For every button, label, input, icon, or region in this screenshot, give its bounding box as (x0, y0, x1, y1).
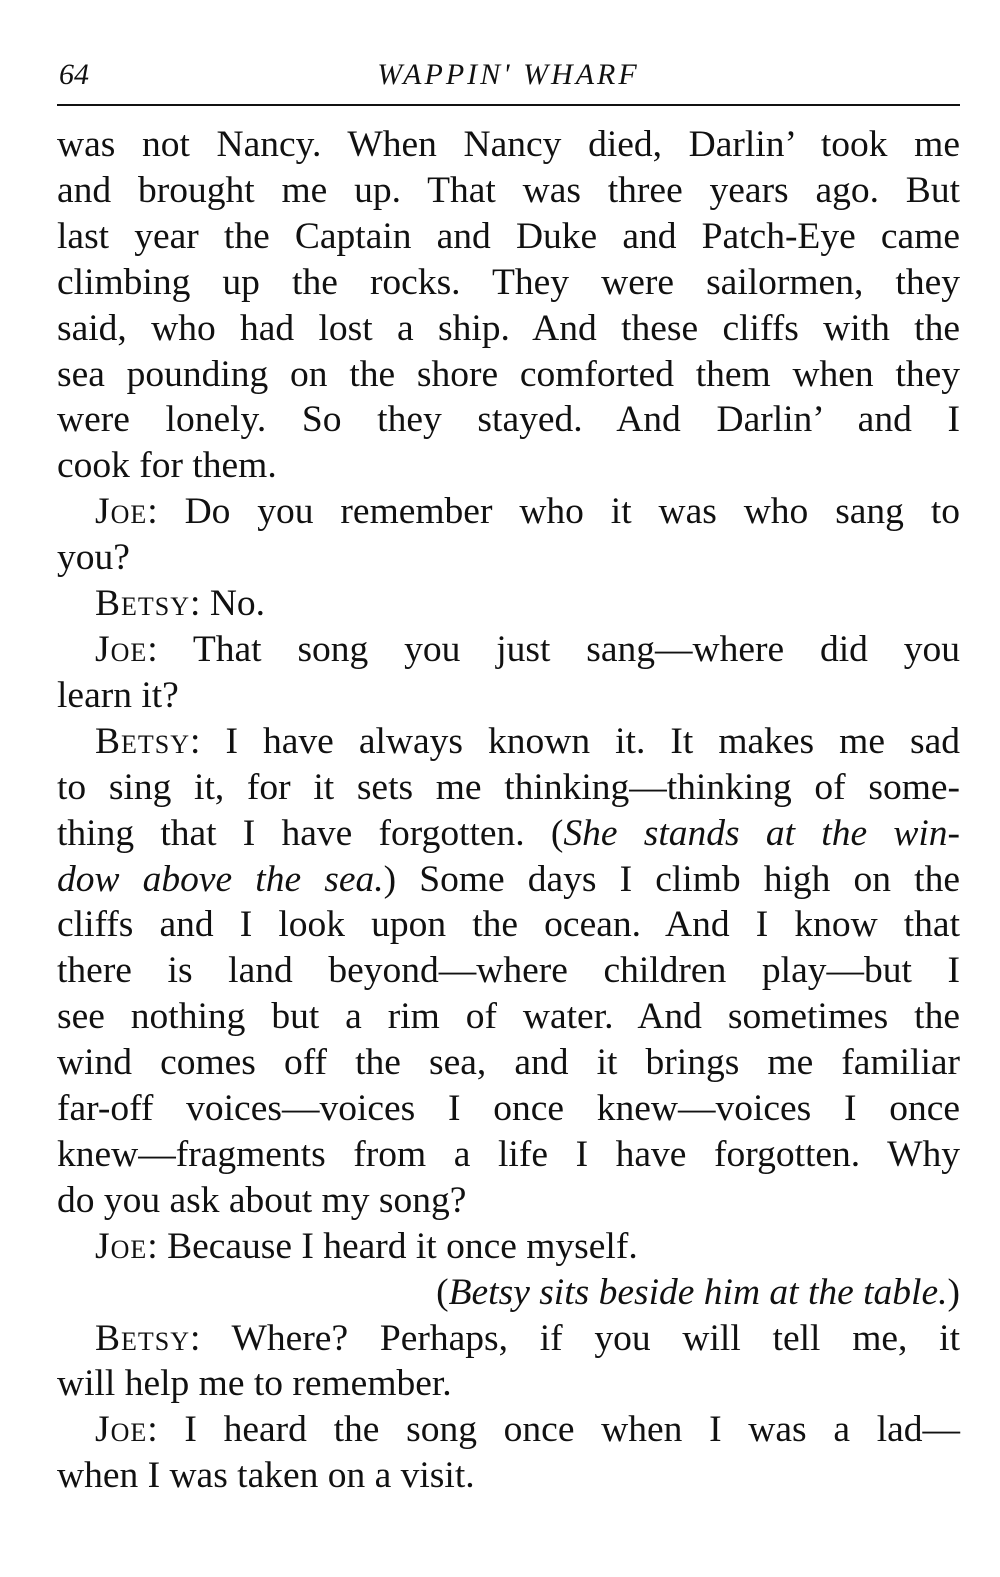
page-body (57, 122, 960, 1499)
dialogue-text: Because I heard it once myself. (167, 1225, 638, 1267)
dialogue-text: Where? Perhaps, if you will tell me, it (231, 1317, 960, 1359)
stage-direction: She stands at the win- (563, 812, 960, 854)
dialogue-line: far-off voices—voices I once knew—voices I once (57, 1088, 960, 1130)
dialogue-line: Joe: That song you just sang—where did you (95, 628, 960, 670)
text-line: sea pounding on the shore comforted them when they (57, 353, 960, 395)
text-line: climbing up the rocks. They were sailormen, they (57, 261, 960, 303)
dialogue-text: I have always known it. It makes me sad (225, 720, 961, 762)
dialogue-line: Joe: I heard the song once when I was a lad— (95, 1409, 961, 1451)
dialogue-line: Joe: Do you remember who it was who sang to (95, 491, 960, 533)
dialogue-line (57, 857, 960, 903)
dialogue-line: when I was taken on a visit. (57, 1455, 475, 1497)
dialogue-line: Joe: Because I heard it once myself. (95, 1225, 638, 1267)
page-header (57, 52, 960, 106)
dialogue-line: see nothing but a rim of water. And sometimes the (57, 996, 960, 1038)
dialogue-line: there is land beyond—where children play—but I (57, 950, 960, 992)
dialogue-line: you? (57, 537, 130, 579)
dialogue-line: learn it? (57, 674, 179, 716)
dialogue-text: ) Some days I climb high on the (383, 858, 960, 900)
dialogue-line: knew—fragments from a life I have forgotten. Why (57, 1133, 960, 1175)
text-line: and brought me up. That was three years ago. But (57, 169, 960, 211)
dialogue-line: will help me to remember. (57, 1363, 452, 1405)
dialogue-line (57, 811, 960, 857)
speaker-name: Joe (95, 1409, 148, 1451)
page-number: 64 (59, 58, 89, 91)
dialogue-line: do you ask about my song? (57, 1179, 467, 1221)
dialogue-line: cliffs and I look upon the ocean. And I know that (57, 904, 960, 946)
text-line: said, who had lost a ship. And these cliffs with the (57, 307, 960, 349)
speaker-name: Betsy (95, 583, 191, 625)
text-line: last year the Captain and Duke and Patch-Eye came (57, 215, 960, 257)
text-line: were lonely. So they stayed. And Darlin’ and I (57, 399, 960, 441)
dialogue-text: No. (209, 583, 266, 625)
stage-direction-line: (Betsy sits beside him at the table.) (436, 1271, 960, 1313)
dialogue-line: Betsy: I have always known it. It makes me sad (95, 720, 961, 762)
dialogue-line: to sing it, for it sets me thinking—thinking of some- (57, 766, 960, 808)
dialogue-line: Betsy: Where? Perhaps, if you will tell me, it (95, 1317, 960, 1359)
speaker-name: Joe (95, 628, 148, 670)
speaker-name: Betsy (95, 1317, 191, 1359)
text-line: cook for them. (57, 445, 277, 487)
text-line: was not Nancy. When Nancy died, Darlin’ took me (57, 124, 960, 165)
speaker-name: Joe (95, 1225, 148, 1267)
speaker-name: Betsy (95, 720, 191, 762)
dialogue-text: thing that I have forgotten. ( (57, 812, 564, 854)
dialogue-line: wind comes off the sea, and it brings me familiar (57, 1042, 960, 1084)
stage-direction: Betsy sits beside him at the table. (448, 1271, 948, 1313)
dialogue-text: I heard the song once when I was a lad— (184, 1409, 961, 1451)
stage-direction: dow above the sea. (57, 858, 384, 900)
dialogue-line: Betsy: No. (95, 583, 266, 625)
dialogue-text: That song you just sang—where did you (192, 628, 960, 670)
speaker-name: Joe (95, 491, 148, 533)
running-title: WAPPIN' WHARF (377, 58, 640, 91)
book-page (57, 52, 960, 1499)
dialogue-text: Do you remember who it was who sang to (184, 491, 960, 533)
